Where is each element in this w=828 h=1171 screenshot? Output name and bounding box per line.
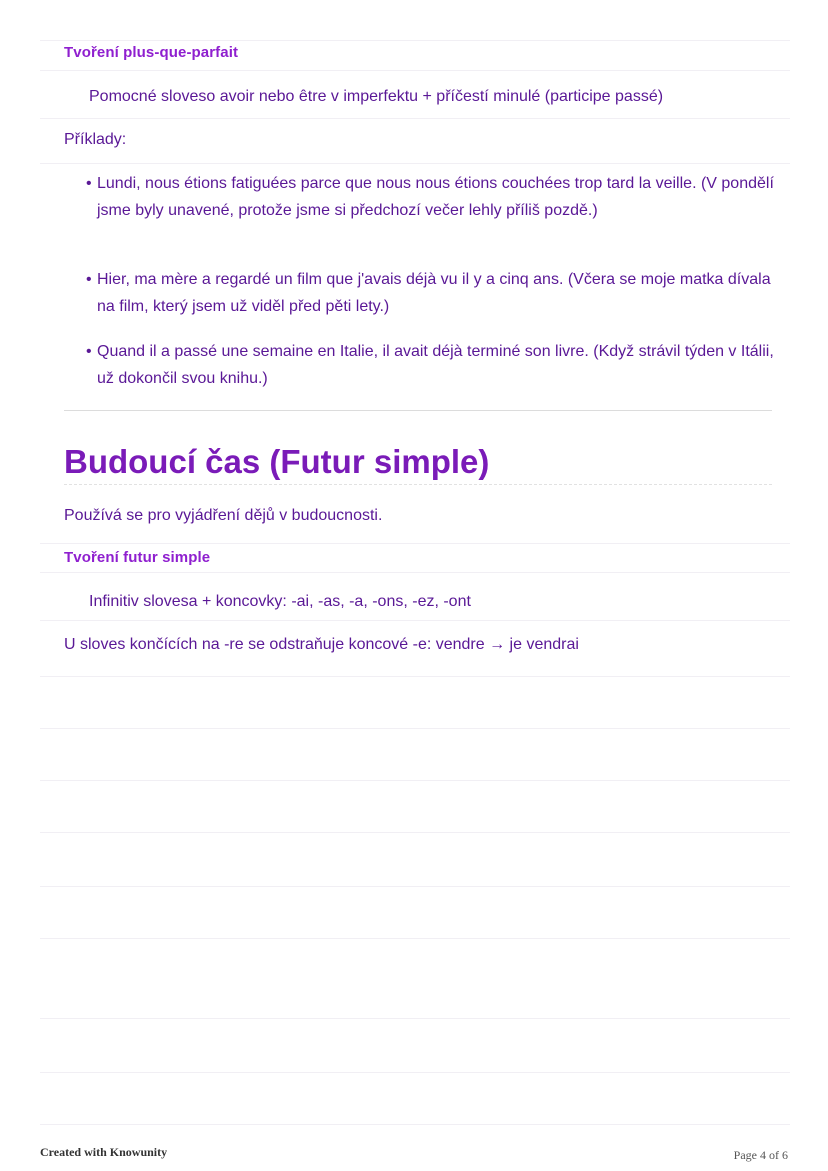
ruled-line: [40, 676, 790, 677]
ruled-line: [40, 728, 790, 729]
list-item: [86, 266, 776, 320]
note-text: U sloves končících na -re se odstraňuje koncové -e: vendre → je vendrai: [64, 636, 579, 653]
footer-credit: Created with Knowunity: [40, 1145, 168, 1159]
list-item-text: Hier, ma mère a regardé un film que j'avais déjà vu il y a cinq ans. (Včera se moje matka dívala na film, který jsem už viděl před pěti lety.): [97, 271, 771, 315]
formation-rule: Pomocné sloveso avoir nebo être v imperfektu + příčestí minulé (participe passé): [89, 88, 664, 105]
list-item: [86, 338, 776, 392]
section-heading-plus-que-parfait: Tvoření plus-que-parfait: [64, 44, 239, 61]
ruled-line: [40, 1018, 790, 1019]
page-number: Page 4 of 6: [733, 1148, 788, 1162]
section-intro: Používá se pro vyjádření dějů v budoucnosti.: [64, 507, 383, 524]
section-heading-futur-simple: Tvoření futur simple: [64, 549, 211, 566]
ruled-line: [40, 163, 790, 164]
list-item-text: Quand il a passé une semaine en Italie, il avait déjà terminé son livre. (Když strávil týden v Itálii, už dokončil svou knihu.): [97, 343, 774, 387]
ruled-line: [40, 780, 790, 781]
list-item-text: Lundi, nous étions fatiguées parce que nous nous étions couchées trop tard la veille. (V pondělí jsme byly unavené, protože jsme si předchozí večer lehly příliš pozdě.): [97, 175, 774, 219]
ruled-line: [40, 118, 790, 119]
formation-rule: Infinitiv slovesa + koncovky: -ai, -as, -a, -ons, -ez, -ont: [89, 593, 471, 610]
bullet-icon: •: [86, 271, 92, 288]
bullet-icon: •: [86, 343, 92, 360]
ruled-line: [40, 938, 790, 939]
ruled-line: [40, 70, 790, 71]
examples-label: Příklady:: [64, 131, 127, 148]
bullet-icon: •: [86, 175, 92, 192]
ruled-line: [40, 832, 790, 833]
ruled-line: [40, 1072, 790, 1073]
page-title: Budoucí čas (Futur simple): [64, 443, 490, 480]
list-item: [86, 170, 776, 224]
ruled-line: [40, 543, 790, 544]
ruled-line: [40, 620, 790, 621]
ruled-line: [40, 40, 790, 41]
ruled-line: [40, 886, 790, 887]
title-underline: [64, 484, 772, 485]
ruled-line: [40, 572, 790, 573]
ruled-line: [40, 1124, 790, 1125]
section-divider: [64, 410, 772, 411]
